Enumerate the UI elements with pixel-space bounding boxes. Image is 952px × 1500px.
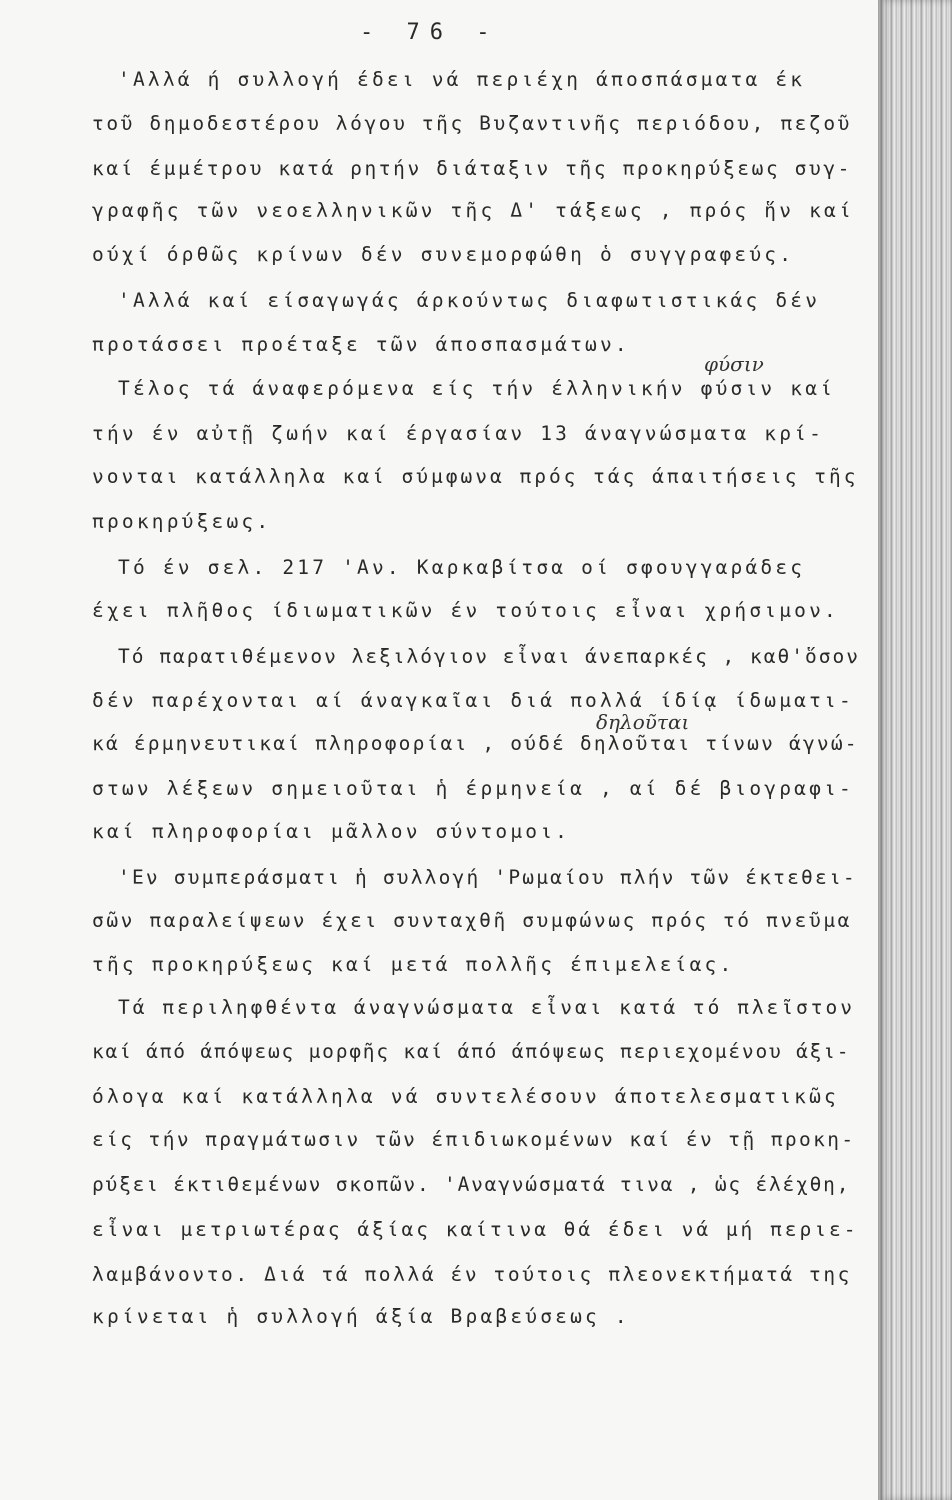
text-line: κά έρμηνευτικαί πληροφορίαι , ούδέ δηλοῦται τίνων άγνώ- (92, 732, 859, 755)
text-line: έχει πλῆθος ίδιωματικῶν έν τούτοις εἶναι χρήσιμον. (92, 599, 839, 622)
text-line: είς τήν πραγμάτωσιν τῶν έπιδιωκομένων καί έν τῇ προκη- (92, 1128, 856, 1151)
text-line: γραφῆς τῶν νεοελληνικῶν τῆς Δ' τάξεως , πρός ἥν καί (92, 199, 854, 222)
text-line: σῶν παραλείψεων έχει συνταχθῆ συμφώνως πρός τό πνεῦμα (92, 909, 853, 932)
handwritten-note-diloutai: δηλοῦται (596, 710, 690, 734)
text-line: κρίνεται ἡ συλλογή άξία Βραβεύσεως . (92, 1305, 630, 1328)
text-line: προτάσσει προέταξε τῶν άποσπασμάτων. (92, 333, 630, 356)
text-line: καί πληροφορίαι μᾶλλον σύντομοι. (92, 820, 571, 843)
text-line: εἶναι μετριωτέρας άξίας καίτινα θά έδει νά μή περιε- (92, 1218, 859, 1241)
text-line: Τά περιληφθέντα άναγνώσματα εἶναι κατά τό πλεῖστον (118, 996, 855, 1019)
text-line: καί έμμέτρου κατά ρητήν διάταξιν τῆς προκηρύξεως συγ- (92, 157, 853, 180)
text-line: 'Αλλά καί είσαγωγάς άρκούντως διαφωτιστικάς δέν (118, 289, 821, 312)
handwritten-note-physin: φύσιν (704, 352, 764, 376)
text-line: ούχί όρθῶς κρίνων δέν συνεμορφώθη ὁ συγγραφεύς. (92, 243, 795, 266)
text-line: στων λέξεων σημειοῦται ἡ έρμηνεία , αί δέ βιογραφι- (92, 777, 854, 800)
text-line: όλογα καί κατάλληλα νά συντελέσουν άποτελεσματικῶς (92, 1085, 839, 1108)
text-line: νονται κατάλληλα καί σύμφωνα πρός τάς άπαιτήσεις τῆς (92, 465, 859, 488)
text-line: τήν έν αὐτῇ ζωήν καί έργασίαν 13 άναγνώσματα κρί- (92, 422, 825, 445)
text-line: Τό έν σελ. 217 'Αν. Καρκαβίτσα οί σφουγγαράδες (118, 556, 806, 579)
text-line: 'Αλλά ή συλλογή έδει νά περιέχη άποσπάσματα έκ (118, 68, 806, 91)
text-line: τοῦ δημοδεστέρου λόγου τῆς Βυζαντινῆς περιόδου, πεζοῦ (92, 112, 853, 135)
text-line: προκηρύξεως. (92, 510, 272, 533)
text-line: 'Εν συμπεράσματι ἡ συλλογή 'Ρωμαίου πλήν τῶν έκτεθει- (118, 866, 857, 889)
text-line: καί άπό άπόψεως μορφῆς καί άπό άπόψεως περιεχομένου άξι- (92, 1040, 851, 1063)
book-binding (878, 0, 952, 1500)
page-number: - 76 - (360, 20, 500, 45)
text-line: Τό παρατιθέμενον λεξιλόγιον εἶναι άνεπαρκές , καθ'ὅσον (118, 645, 860, 668)
text-line: τῆς προκηρύξεως καί μετά πολλῆς έπιμελείας. (92, 953, 735, 976)
text-line: λαμβάνοντο. Διά τά πολλά έν τούτοις πλεονεκτήματά της (92, 1263, 853, 1286)
text-line: ρύξει έκτιθεμένων σκοπῶν. 'Αναγνώσματά τινα , ὡς έλέχθη, (92, 1173, 851, 1196)
text-line: δέν παρέχονται αί άναγκαῖαι διά πολλά ίδίᾳ ίδωματι- (92, 689, 854, 712)
text-line: Τέλος τά άναφερόμενα είς τήν έλληνικήν φύσιν καί (118, 377, 836, 400)
